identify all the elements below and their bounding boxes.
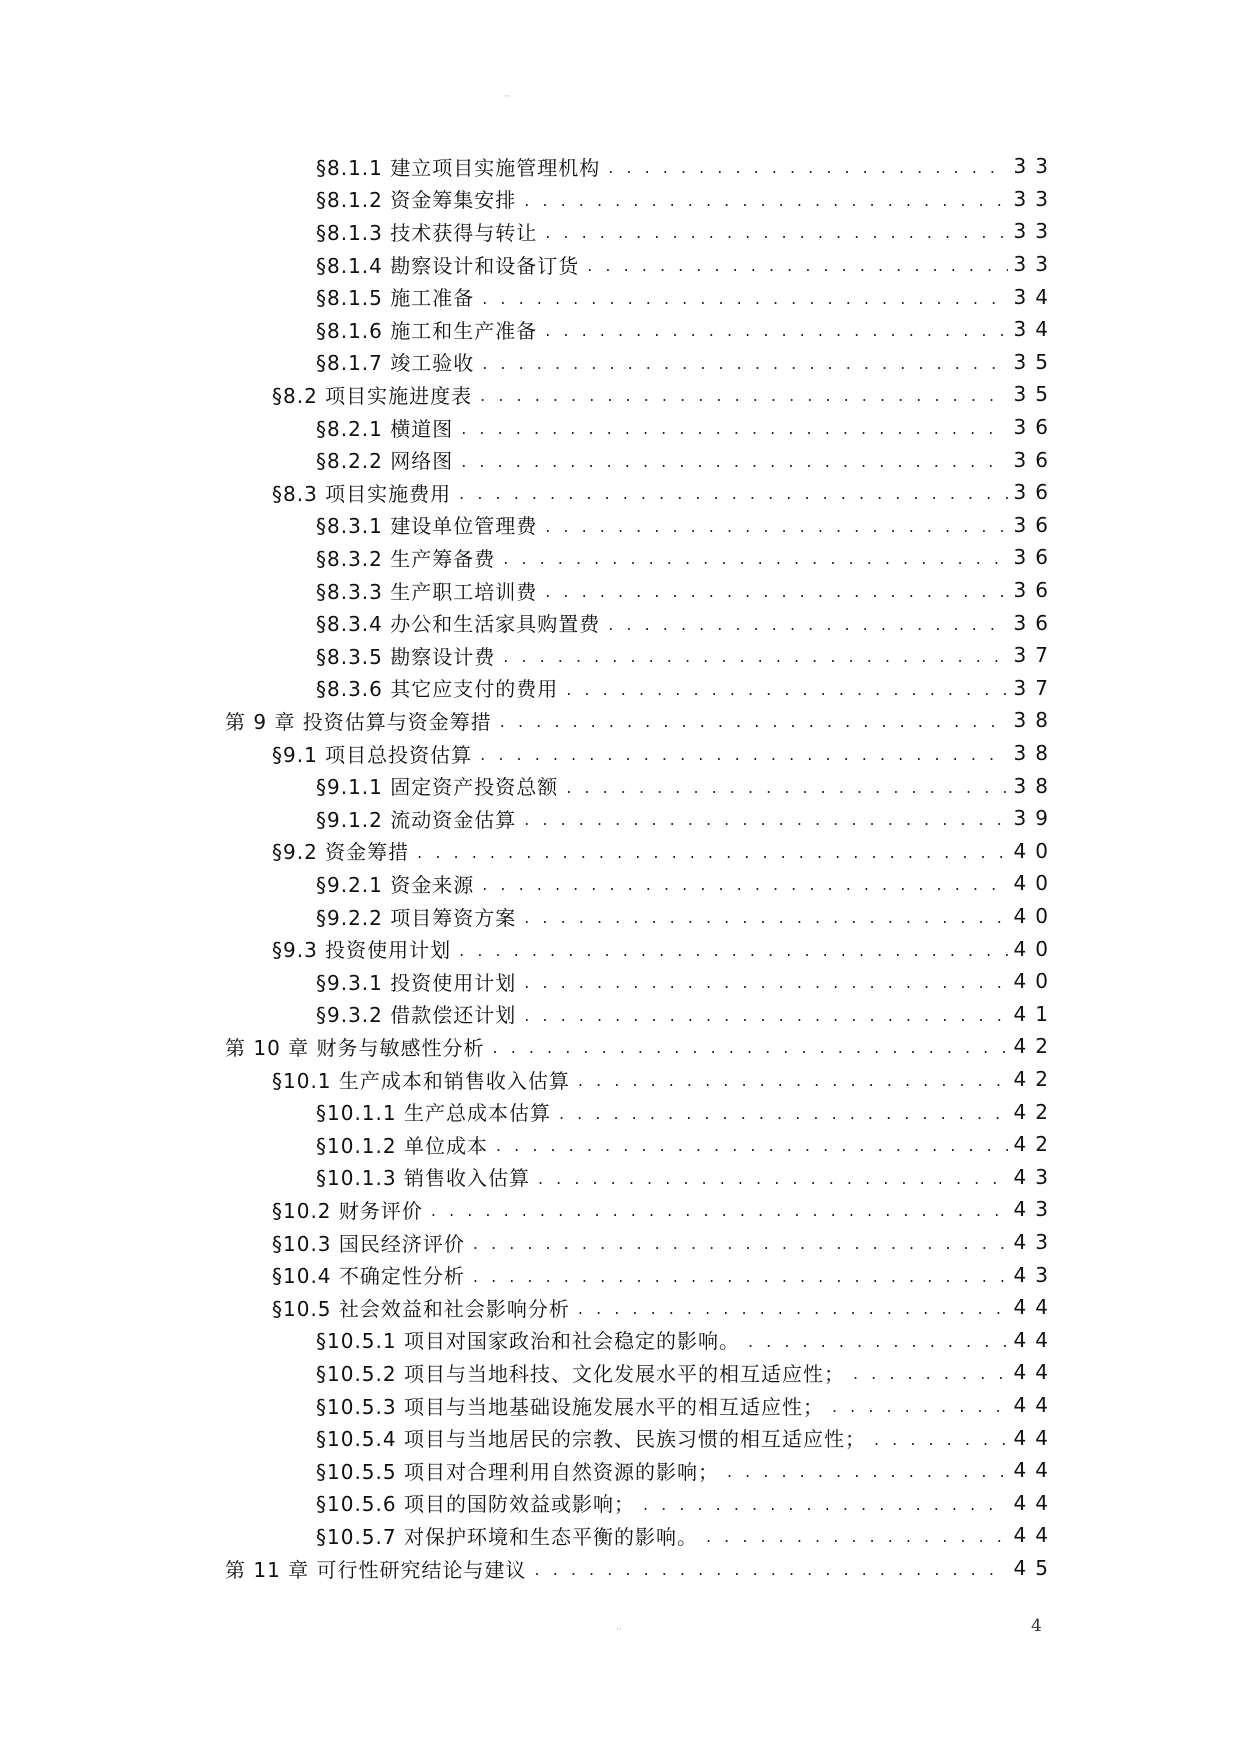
toc-entry-page: 33 — [1013, 154, 1057, 179]
toc-entry-page: 44 — [1013, 1458, 1057, 1483]
toc-entry-page: 37 — [1013, 675, 1057, 700]
dot-leader — [493, 1034, 1008, 1058]
toc-entry[interactable] — [316, 672, 1057, 705]
toc-entry-page: 40 — [1013, 838, 1057, 863]
toc-entry-page: 38 — [1013, 773, 1057, 798]
toc-entry-page: 42 — [1013, 1132, 1057, 1157]
toc-entry-label: §10.4 不确定性分析 — [272, 1264, 465, 1289]
dot-leader — [459, 937, 1007, 961]
dot-leader — [417, 839, 1007, 863]
toc-entry[interactable] — [316, 509, 1057, 542]
toc-entry-page: 34 — [1013, 284, 1057, 309]
toc-entry-page: 40 — [1013, 936, 1057, 961]
toc-entry-page: 44 — [1013, 1360, 1057, 1385]
toc-entry-page: 40 — [1013, 871, 1057, 896]
toc-entry-page: 36 — [1013, 610, 1057, 635]
toc-entry-label: §9.1.1 固定资产投资总额 — [316, 775, 559, 800]
toc-entry[interactable] — [316, 1487, 1057, 1520]
dot-leader — [874, 1426, 1008, 1450]
toc-entry-page: 38 — [1013, 708, 1057, 733]
toc-entry-page: 40 — [1013, 969, 1057, 994]
header-mark: ·· — [504, 92, 510, 102]
toc-entry-label: §10.5.5 项目对合理利用自然资源的影响； — [316, 1459, 719, 1484]
toc-entry-label: §8.3.6 其它应支付的费用 — [316, 677, 559, 702]
dot-leader — [431, 1197, 1008, 1221]
dot-leader — [578, 1067, 1008, 1091]
dot-leader — [480, 382, 1007, 406]
toc-entry[interactable] — [225, 1030, 1057, 1063]
toc-entry-label: §8.1.5 施工准备 — [316, 286, 475, 311]
dot-leader — [559, 1100, 1008, 1124]
toc-entry-page: 43 — [1013, 1230, 1057, 1255]
toc-entry-label: §10.1.3 销售收入估算 — [316, 1166, 530, 1191]
dot-leader — [473, 1263, 1008, 1287]
dot-leader — [545, 578, 1007, 602]
toc-entry-page: 33 — [1013, 252, 1057, 277]
toc-entry-page: 36 — [1013, 480, 1057, 505]
toc-entry[interactable] — [316, 411, 1057, 444]
toc-entry-page: 36 — [1013, 512, 1057, 537]
dot-leader — [503, 643, 1007, 667]
dot-leader — [853, 1360, 1008, 1384]
toc-entry[interactable] — [316, 215, 1057, 248]
toc-entry[interactable] — [316, 1519, 1057, 1552]
toc-entry[interactable] — [316, 1389, 1057, 1422]
dot-leader — [535, 1556, 1008, 1580]
toc-entry[interactable] — [316, 802, 1057, 835]
toc-entry-page: 44 — [1013, 1393, 1057, 1418]
toc-entry-page: 33 — [1013, 219, 1057, 244]
toc-entry-page: 44 — [1013, 1425, 1057, 1450]
toc-entry-label: §8.2.1 横道图 — [316, 416, 454, 441]
toc-entry-label: §10.5.6 项目的国防效益或影响； — [316, 1492, 635, 1517]
footer-mark: ·· — [616, 1625, 622, 1635]
toc-entry-label: §10.1 生产成本和销售收入估算 — [272, 1068, 570, 1093]
toc-entry[interactable] — [316, 541, 1057, 574]
toc-entry-page: 36 — [1013, 447, 1057, 472]
toc-entry-label: §8.2.2 网络图 — [316, 449, 454, 474]
toc-entry-label: §8.1.1 建立项目实施管理机构 — [316, 155, 601, 180]
toc-entry[interactable] — [316, 1161, 1057, 1194]
toc-entry[interactable] — [272, 378, 1057, 411]
toc-entry-label: §9.1.2 流动资金估算 — [316, 807, 517, 832]
dot-leader — [566, 676, 1007, 700]
toc-entry-label: §8.1.3 技术获得与转让 — [316, 220, 538, 245]
dot-leader — [524, 969, 1007, 993]
toc-entry[interactable] — [316, 867, 1057, 900]
toc-entry-label: §9.3.1 投资使用计划 — [316, 970, 517, 995]
toc-entry-page: 45 — [1013, 1556, 1057, 1581]
toc-entry-page: 42 — [1013, 1067, 1057, 1092]
toc-entry[interactable] — [316, 248, 1057, 281]
toc-entry[interactable] — [316, 900, 1057, 933]
toc-entry[interactable] — [316, 998, 1057, 1031]
toc-entry[interactable] — [272, 835, 1057, 868]
toc-entry-label: §10.5.4 项目与当地居民的宗教、民族习惯的相互适应性； — [316, 1427, 866, 1452]
toc-entry-page: 34 — [1013, 317, 1057, 342]
toc-entry-label: §10.1.1 生产总成本估算 — [316, 1101, 551, 1126]
dot-leader — [587, 252, 1007, 276]
toc-entry-page: 36 — [1013, 415, 1057, 440]
toc-entry-label: §10.3 国民经济评价 — [272, 1231, 465, 1256]
toc-entry-label: §8.3 项目实施费用 — [272, 481, 452, 506]
toc-entry[interactable] — [316, 1454, 1057, 1487]
toc-entry[interactable] — [316, 639, 1057, 672]
toc-entry-label: §9.2 资金筹措 — [272, 840, 410, 865]
toc-entry[interactable] — [316, 280, 1057, 313]
toc-entry[interactable] — [316, 1128, 1057, 1161]
toc-entry-label: §9.1 项目总投资估算 — [272, 742, 473, 767]
toc-entry-label: §10.1.2 单位成本 — [316, 1133, 488, 1158]
toc-entry[interactable] — [316, 965, 1057, 998]
toc-entry-label: §10.5.2 项目与当地科技、文化发展水平的相互适应性； — [316, 1361, 845, 1386]
dot-leader — [545, 219, 1007, 243]
dot-leader — [608, 611, 1007, 635]
toc-entry-page: 35 — [1013, 349, 1057, 374]
toc-entry-label: §9.3 投资使用计划 — [272, 938, 452, 963]
dot-leader — [482, 871, 1007, 895]
toc-entry[interactable] — [316, 1095, 1057, 1128]
toc-entry-label: §9.2.1 资金来源 — [316, 872, 475, 897]
toc-entry-page: 36 — [1013, 545, 1057, 570]
dot-leader — [503, 545, 1007, 569]
toc-entry[interactable] — [272, 932, 1057, 965]
dot-leader — [461, 415, 1007, 439]
toc-entry[interactable] — [272, 737, 1057, 770]
page-number: 4 — [1031, 1616, 1042, 1636]
dot-leader — [459, 480, 1007, 504]
dot-leader — [643, 1491, 1008, 1515]
toc-entry[interactable] — [316, 313, 1057, 346]
toc-entry-label: §8.1.7 竣工验收 — [316, 351, 475, 376]
toc-entry[interactable] — [272, 1063, 1057, 1096]
toc-entry-label: §10.5.7 对保护环境和生态平衡的影响。 — [316, 1524, 698, 1549]
dot-leader — [524, 187, 1007, 211]
toc-entry-label: §8.2 项目实施进度表 — [272, 383, 473, 408]
dot-leader — [480, 741, 1007, 765]
toc-entry-page: 35 — [1013, 382, 1057, 407]
toc-entry-label: §8.3.1 建设单位管理费 — [316, 514, 538, 539]
toc-entry-label: §8.3.3 生产职工培训费 — [316, 579, 538, 604]
dot-leader — [496, 1132, 1008, 1156]
toc-entry-label: §10.5.3 项目与当地基础设施发展水平的相互适应性； — [316, 1394, 824, 1419]
toc-entry[interactable] — [272, 1193, 1057, 1226]
toc-entry[interactable] — [316, 183, 1057, 216]
toc-entry-label: §10.5.1 项目对国家政治和社会稳定的影响。 — [316, 1329, 740, 1354]
toc-entry-page: 43 — [1013, 1197, 1057, 1222]
dot-leader — [500, 708, 1008, 732]
dot-leader — [538, 1165, 1008, 1189]
toc-entry[interactable] — [316, 150, 1057, 183]
toc-entry-page: 43 — [1013, 1164, 1057, 1189]
toc-entry-label: §9.3.2 借款偿还计划 — [316, 1003, 517, 1028]
toc-entry-label: §8.1.6 施工和生产准备 — [316, 318, 538, 343]
toc-entry-page: 43 — [1013, 1262, 1057, 1287]
toc-entry-label: §9.2.2 项目筹资方案 — [316, 905, 517, 930]
toc-entry[interactable] — [316, 346, 1057, 379]
toc-entry-page: 38 — [1013, 741, 1057, 766]
toc-entry-label: 第 10 章 财务与敏感性分析 — [225, 1035, 485, 1060]
dot-leader — [524, 1002, 1007, 1026]
toc-entry[interactable] — [272, 1258, 1057, 1291]
toc-entry-label: 第 11 章 可行性研究结论与建议 — [225, 1557, 527, 1582]
dot-leader — [524, 806, 1007, 830]
toc-entry-page: 36 — [1013, 578, 1057, 603]
toc-entry-label: §8.1.4 勘察设计和设备订货 — [316, 253, 580, 278]
toc-entry-label: §8.1.2 资金筹集安排 — [316, 188, 517, 213]
toc-entry[interactable] — [316, 574, 1057, 607]
toc-entry[interactable] — [316, 1356, 1057, 1389]
toc-entry-page: 44 — [1013, 1295, 1057, 1320]
dot-leader — [832, 1393, 1008, 1417]
toc-entry-label: §10.2 财务评价 — [272, 1198, 423, 1223]
dot-leader — [482, 350, 1007, 374]
dot-leader — [748, 1328, 1008, 1352]
dot-leader — [566, 774, 1007, 798]
dot-leader — [473, 1230, 1008, 1254]
toc-entry-label: §8.3.2 生产筹备费 — [316, 546, 496, 571]
toc-entry[interactable] — [316, 1324, 1057, 1357]
toc-entry[interactable] — [316, 769, 1057, 802]
toc-entry-page: 44 — [1013, 1490, 1057, 1515]
dot-leader — [727, 1458, 1008, 1482]
dot-leader — [706, 1523, 1008, 1547]
toc-entry-label: §10.5 社会效益和社会影响分析 — [272, 1296, 570, 1321]
dot-leader — [461, 448, 1007, 472]
toc-entry-page: 42 — [1013, 1034, 1057, 1059]
toc-entry-page: 40 — [1013, 904, 1057, 929]
toc-entry-page: 41 — [1013, 1001, 1057, 1026]
dot-leader — [545, 317, 1007, 341]
dot-leader — [524, 904, 1007, 928]
toc-entry-page: 33 — [1013, 186, 1057, 211]
toc-entry[interactable] — [316, 1421, 1057, 1454]
dot-leader — [608, 154, 1007, 178]
toc-entry-label: §8.3.5 勘察设计费 — [316, 644, 496, 669]
toc-entry[interactable] — [225, 704, 1057, 737]
dot-leader — [578, 1295, 1008, 1319]
toc-entry[interactable] — [272, 1291, 1057, 1324]
toc-entry[interactable] — [272, 1226, 1057, 1259]
toc-entry-page: 37 — [1013, 643, 1057, 668]
toc-entry-label: 第 9 章 投资估算与资金筹措 — [225, 709, 492, 734]
toc-entry-page: 42 — [1013, 1099, 1057, 1124]
toc-entry[interactable] — [316, 443, 1057, 476]
toc-entry-page: 39 — [1013, 806, 1057, 831]
dot-leader — [545, 513, 1007, 537]
toc-entry-page: 44 — [1013, 1327, 1057, 1352]
toc-entry-page: 44 — [1013, 1523, 1057, 1548]
toc-entry[interactable] — [225, 1552, 1057, 1585]
toc-entry[interactable] — [316, 606, 1057, 639]
toc-entry-label: §8.3.4 办公和生活家具购置费 — [316, 612, 601, 637]
dot-leader — [482, 285, 1007, 309]
toc-entry[interactable] — [272, 476, 1057, 509]
